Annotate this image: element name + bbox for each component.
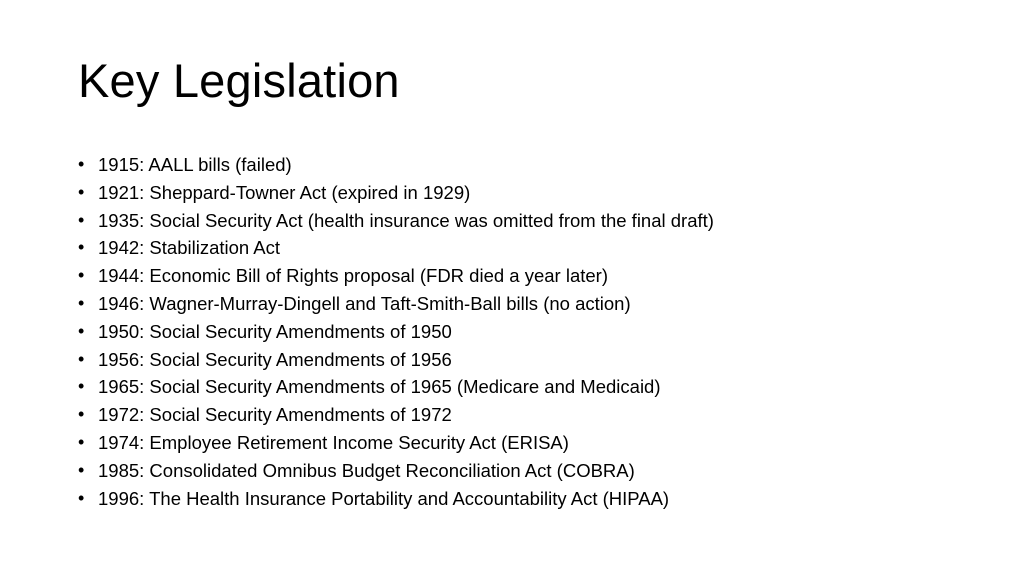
bullet-list [78, 151, 714, 512]
bullet-dot-icon: • [78, 348, 85, 369]
bullet-dot-icon: • [78, 265, 85, 286]
bullet-item [78, 179, 714, 207]
bullet-text: 1935: Social Security Act (health insurance was omitted from the final draft) [98, 209, 714, 231]
bullet-dot-icon: • [78, 431, 85, 452]
bullet-text: 1950: Social Security Amendments of 1950 [98, 320, 452, 342]
bullet-text: 1942: Stabilization Act [98, 237, 281, 259]
bullet-item [78, 485, 714, 513]
bullet-item [78, 262, 714, 290]
bullet-dot-icon: • [78, 487, 85, 508]
bullet-text: 1944: Economic Bill of Rights proposal (FDR died a year later) [98, 265, 609, 287]
bullet-dot-icon: • [78, 376, 85, 397]
bullet-text: 1972: Social Security Amendments of 1972 [98, 404, 452, 426]
bullet-item [78, 318, 714, 346]
bullet-dot-icon: • [78, 459, 85, 480]
bullet-dot-icon: • [78, 181, 85, 202]
bullet-text: 1985: Consolidated Omnibus Budget Reconciliation Act (COBRA) [98, 459, 635, 481]
bullet-dot-icon: • [78, 237, 85, 258]
bullet-text: 1946: Wagner-Murray-Dingell and Taft-Smith-Ball bills (no action) [98, 292, 631, 314]
bullet-dot-icon: • [78, 209, 85, 230]
bullet-text: 1956: Social Security Amendments of 1956 [98, 348, 452, 370]
bullet-text: 1915: AALL bills (failed) [98, 154, 292, 175]
bullet-item [78, 207, 714, 235]
bullet-item [78, 151, 714, 179]
bullet-item [78, 401, 714, 429]
bullet-dot-icon: • [78, 154, 85, 174]
bullet-text: 1974: Employee Retirement Income Security Act (ERISA) [98, 431, 569, 453]
bullet-dot-icon: • [78, 320, 85, 341]
bullet-item [78, 290, 714, 318]
bullet-text: 1921: Sheppard-Towner Act (expired in 1929) [98, 181, 471, 203]
bullet-dot-icon: • [78, 292, 85, 313]
slide-title: Key Legislation [78, 54, 400, 107]
bullet-item [78, 234, 714, 262]
bullet-item [78, 429, 714, 457]
bullet-item [78, 457, 714, 485]
bullet-dot-icon: • [78, 404, 85, 425]
bullet-item [78, 346, 714, 374]
bullet-text: 1965: Social Security Amendments of 1965 (Medicare and Medicaid) [98, 376, 661, 398]
bullet-text: 1996: The Health Insurance Portability and Accountability Act (HIPAA) [98, 487, 670, 509]
bullet-item [78, 373, 714, 401]
